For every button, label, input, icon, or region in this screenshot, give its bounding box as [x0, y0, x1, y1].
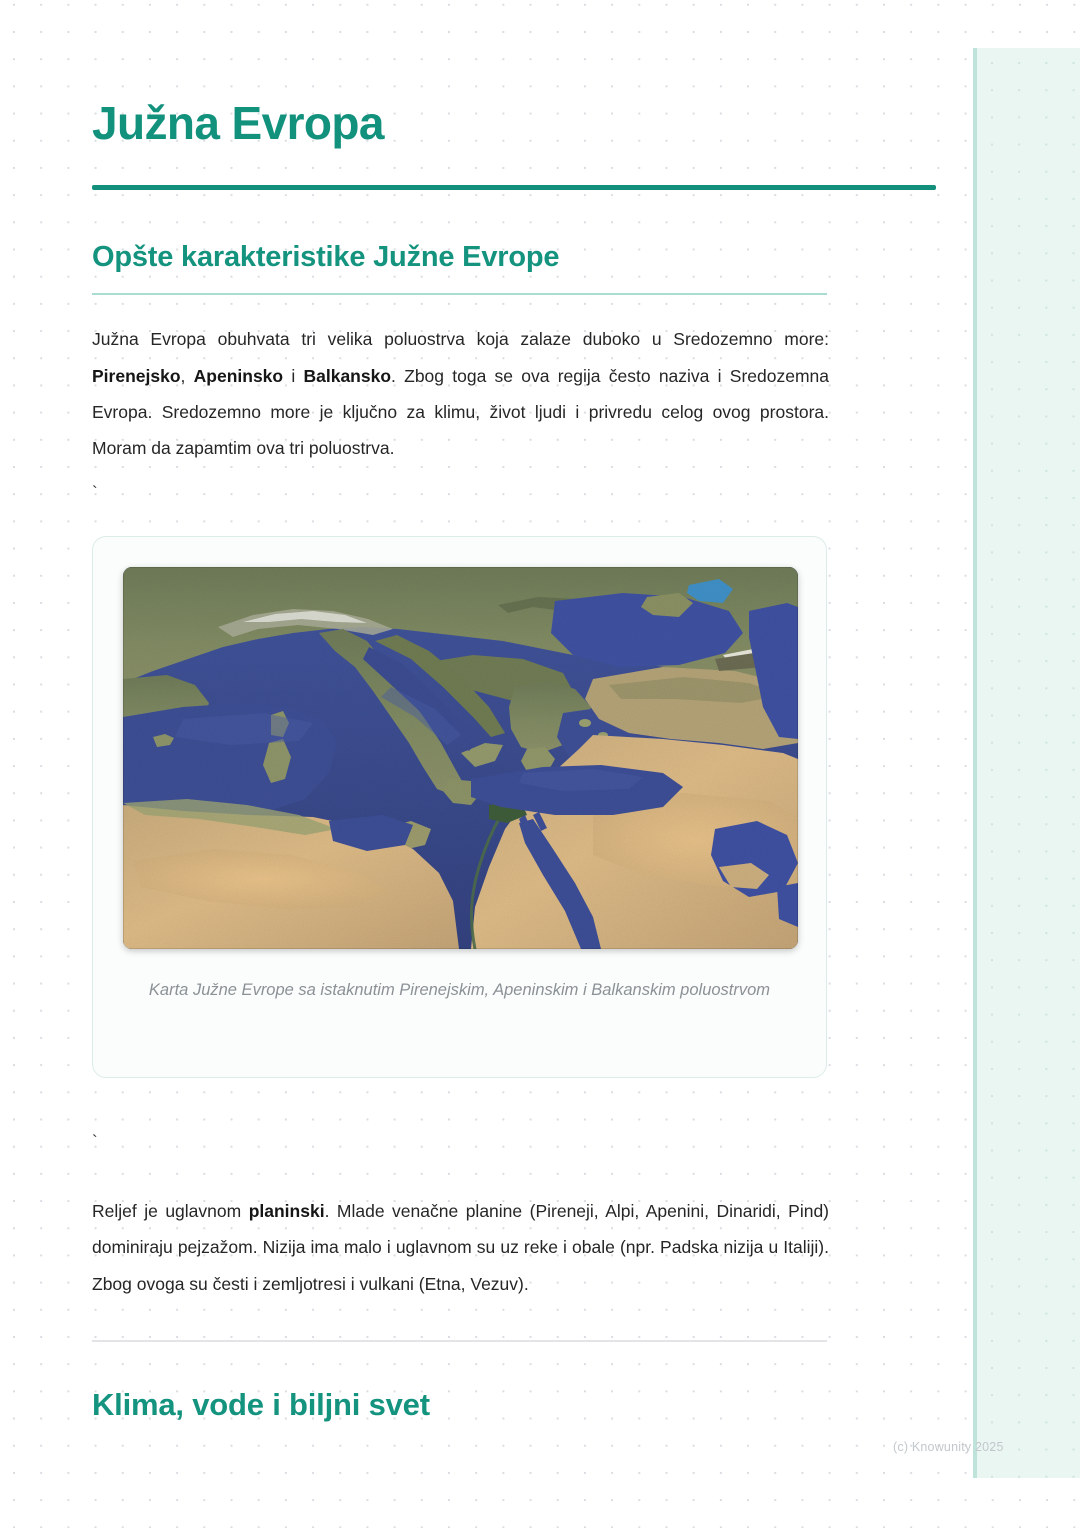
paragraph-text-part: ,: [180, 365, 194, 386]
document-content: [92, 0, 842, 1423]
copyright-watermark: (c) Knowunity 2025: [893, 1440, 1004, 1454]
right-side-panel: [973, 48, 1080, 1478]
paragraph-text-part: Južna Evropa obuhvata tri velika poluostrva koja zalaze duboko u Sredozemno more:: [92, 329, 829, 350]
figure-caption: Karta Južne Evrope sa istaknutim Pirenejskim, Apeninskim i Balkanskim poluostrvom: [148, 981, 771, 1000]
paragraph-text-part: . Zbog toga se ova regija često naziva i Sredozemna Evropa. Sredozemno more je ključno za klimu, život ljudi i privredu celog ovog prostora. Moram da zapamtim ova tri poluostrva.: [92, 365, 829, 459]
paragraph-text-part: . Mlade venačne planine (Pireneji, Alpi, Apenini, Dinaridi, Pind) dominiraju pejzažom. Nizija ima malo i uglavnom su uz reke i obale (npr. Padska nizija u Italiji). Zbog ovoga su česti i zemljotresi i vulkani (Etna, Vezuv).: [92, 1201, 830, 1294]
section-heading-climate: Klima, vode i biljni svet: [92, 1386, 430, 1422]
section-heading-general: Opšte karakteristike Južne Evrope: [92, 240, 560, 273]
bold-balkansko: Balkansko: [303, 365, 392, 386]
paragraph-relief: [92, 1193, 829, 1302]
figure-card: [92, 536, 827, 1078]
satellite-map-image: [123, 567, 798, 949]
paragraph-text-part: Reljef je uglavnom: [92, 1201, 249, 1222]
stray-backtick-mark-2: `: [92, 1132, 98, 1152]
stray-backtick-mark: `: [92, 483, 98, 503]
bold-apeninsko: Apeninsko: [193, 365, 284, 386]
bold-planinski: planinski: [248, 1201, 325, 1222]
title-underline: [92, 185, 936, 190]
paragraph-text-part: i: [283, 365, 304, 386]
paragraph-general-characteristics: [92, 321, 829, 466]
section-divider: [92, 1340, 827, 1342]
bold-pirenejsko: Pirenejsko: [92, 365, 181, 386]
section-underline: [92, 293, 827, 295]
page-title: Južna Evropa: [92, 97, 384, 149]
